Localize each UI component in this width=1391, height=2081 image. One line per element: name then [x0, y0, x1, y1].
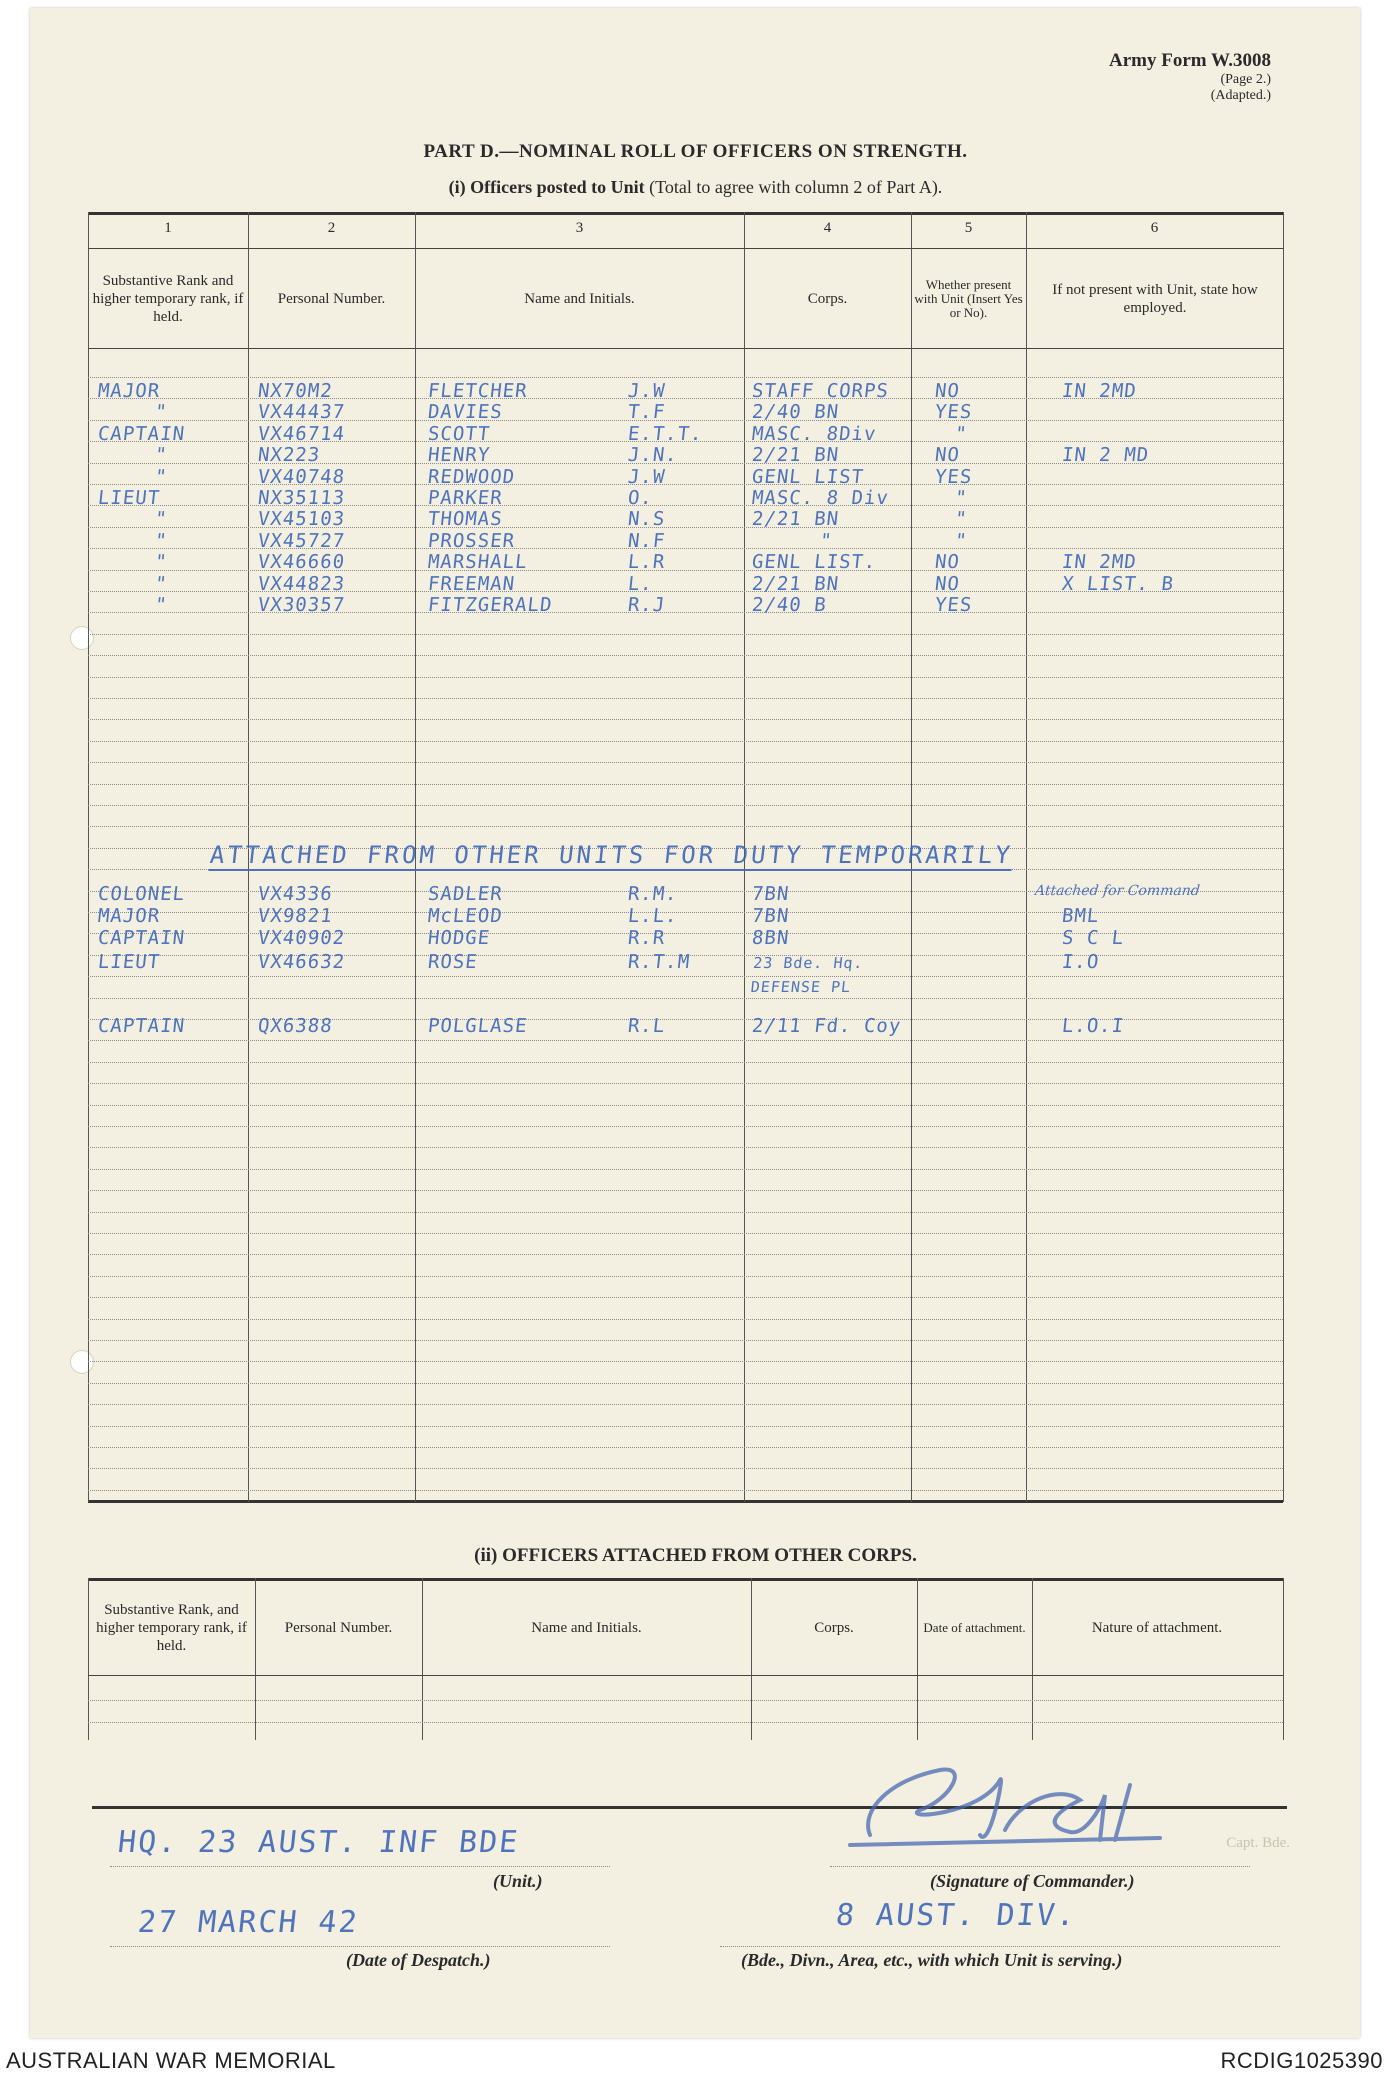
name-cell: DAVIES: [426, 401, 504, 423]
form-name: Army Form W.3008: [1108, 50, 1271, 71]
initials-cell: L.: [626, 573, 655, 595]
attached-name-cell: ROSE: [426, 951, 479, 973]
ruled-line: [88, 805, 1283, 806]
ruled-line: [88, 1147, 1283, 1148]
attached-rank-cell: LIEUT: [96, 951, 162, 973]
name-cell: THOMAS: [426, 508, 504, 530]
corps-cell: 2/21 BN: [750, 573, 841, 595]
corps-cell: MASC. 8Div: [750, 423, 878, 445]
ruled-line: [88, 377, 1283, 378]
s2-divider-1: [255, 1578, 256, 1740]
unit-value: HQ. 23 AUST. INF BDE: [116, 1825, 522, 1860]
punch-hole-bottom: [70, 1350, 94, 1374]
present-cell: ": [953, 530, 969, 552]
col-border-left: [88, 212, 89, 1502]
initials-cell: O.: [626, 487, 655, 509]
attached-name-cell: POLGLASE: [426, 1015, 529, 1037]
ruled-line: [88, 762, 1283, 763]
name-cell: FREEMAN: [426, 573, 517, 595]
table-top-rule: [88, 212, 1283, 215]
attached-heading: ATTACHED FROM OTHER UNITS FOR DUTY TEMPORARILY: [208, 841, 1015, 869]
ruled-line: [88, 1254, 1283, 1255]
rank-cell: ": [153, 573, 169, 595]
attached-employed-cell: S C L: [1060, 927, 1126, 949]
commander-signature: [830, 1740, 1190, 1870]
ruled-line: [88, 1447, 1283, 1448]
attached-employed-cell: BML: [1060, 905, 1101, 927]
footer-reference: RCDIG1025390: [1220, 2048, 1383, 2073]
personal-number-cell: NX70M2: [256, 380, 334, 402]
ruled-line: [88, 1297, 1283, 1298]
header-bottom-rule: [88, 348, 1283, 349]
initials-cell: J.N.: [626, 444, 679, 466]
personal-number-cell: VX40748: [256, 466, 347, 488]
attached-name-cell: HODGE: [426, 927, 492, 949]
header-employed: If not present with Unit, state how employed.: [1052, 282, 1258, 316]
attached-corps-cell: 7BN: [750, 905, 791, 927]
section2-title: (ii) OFFICERS ATTACHED FROM OTHER CORPS.: [474, 1545, 917, 1566]
header-personal-number: Personal Number.: [277, 291, 386, 307]
present-cell: NO: [933, 573, 962, 595]
corps-cell: STAFF CORPS: [750, 380, 890, 402]
ruled-line: [88, 1126, 1283, 1127]
employed-cell: IN 2 MD: [1060, 444, 1151, 466]
attached-corps-cell: 23 Bde. Hq. DEFENSE PL: [749, 954, 865, 996]
corps-cell: GENL LIST: [750, 466, 866, 488]
rank-cell: MAJOR: [96, 380, 162, 402]
s2-header-personal-number: Personal Number.: [284, 1620, 393, 1636]
name-cell: HENRY: [426, 444, 492, 466]
s2-divider-2: [422, 1578, 423, 1740]
attached-rank-cell: CAPTAIN: [96, 1015, 187, 1037]
personal-number-cell: VX44823: [256, 573, 347, 595]
present-cell: ": [953, 423, 969, 445]
attached-employed-cell: Attached for Command: [1034, 883, 1201, 899]
rank-cell: ": [153, 530, 169, 552]
initials-cell: L.R: [626, 551, 667, 573]
corps-cell: 2/40 B: [750, 594, 828, 616]
name-cell: SCOTT: [426, 423, 492, 445]
personal-number-cell: NX223: [256, 444, 322, 466]
s2-divider-5: [1032, 1578, 1033, 1740]
present-cell: NO: [933, 444, 962, 466]
ruled-line: [88, 1404, 1283, 1405]
ruled-line: [88, 1040, 1283, 1041]
form-page: (Page 2.): [1220, 72, 1271, 87]
s2-divider-3: [751, 1578, 752, 1740]
corps-cell: 2/21 BN: [750, 444, 841, 466]
corps-cell: 2/40 BN: [750, 401, 841, 423]
s2-ruled-line: [88, 1700, 1283, 1701]
ruled-line: [88, 1490, 1283, 1491]
attached-number-cell: VX9821: [256, 905, 334, 927]
employed-cell: IN 2MD: [1060, 551, 1138, 573]
ruled-line: [88, 1169, 1283, 1170]
attached-initials-cell: R.T.M: [626, 951, 692, 973]
attached-initials-cell: L.L.: [626, 905, 679, 927]
s2-header-date: Date of attachment.: [923, 1620, 1026, 1635]
rank-cell: ": [153, 401, 169, 423]
table-bottom-rule: [88, 1500, 1283, 1503]
formation-line: [720, 1946, 1280, 1947]
col-border-right: [1283, 212, 1284, 1502]
col-divider-5: [1026, 212, 1027, 1502]
corps-cell: 2/21 BN: [750, 508, 841, 530]
page-subtitle: [0, 177, 1391, 198]
initials-cell: T.F: [626, 401, 667, 423]
rank-cell: LIEUT: [96, 487, 162, 509]
attached-rank-cell: MAJOR: [96, 905, 162, 927]
rank-cell: CAPTAIN: [96, 423, 187, 445]
stamp-text: Capt. Bde.: [1226, 1835, 1290, 1851]
rank-cell: ": [153, 594, 169, 616]
footer-archive: AUSTRALIAN WAR MEMORIAL: [6, 2048, 336, 2073]
ruled-line: [88, 976, 1283, 977]
initials-cell: N.S: [626, 508, 667, 530]
initials-cell: R.J: [626, 594, 667, 616]
header-corps: Corps.: [807, 291, 848, 307]
ruled-line: [88, 1276, 1283, 1277]
personal-number-cell: VX46714: [256, 423, 347, 445]
ruled-line: [88, 719, 1283, 720]
colnum-6: 6: [1150, 220, 1159, 236]
present-cell: YES: [933, 594, 974, 616]
section2-top-rule: [88, 1578, 1283, 1581]
rank-cell: ": [153, 444, 169, 466]
attached-initials-cell: R.L: [626, 1015, 667, 1037]
corps-cell: ": [818, 530, 834, 552]
initials-cell: J.W: [626, 466, 667, 488]
ruled-line: [88, 741, 1283, 742]
employed-cell: X LIST. B: [1060, 573, 1176, 595]
ruled-line: [88, 1083, 1283, 1084]
colnum-5: 5: [964, 220, 973, 236]
s2-header-corps: Corps.: [814, 1620, 854, 1636]
ruled-line: [88, 784, 1283, 785]
ruled-line: [88, 826, 1283, 827]
present-cell: NO: [933, 551, 962, 573]
s2-divider-4: [917, 1578, 918, 1740]
attached-initials-cell: R.M.: [626, 883, 679, 905]
attached-number-cell: VX46632: [256, 951, 347, 973]
present-cell: YES: [933, 401, 974, 423]
s2-ruled-line: [88, 1722, 1283, 1723]
s2-border-left: [88, 1578, 89, 1740]
ruled-line: [88, 1340, 1283, 1341]
rank-cell: ": [153, 551, 169, 573]
colnum-3: 3: [575, 220, 584, 236]
personal-number-cell: VX45103: [256, 508, 347, 530]
ruled-line: [88, 655, 1283, 656]
name-cell: REDWOOD: [426, 466, 517, 488]
form-adapted: (Adapted.): [1210, 88, 1271, 103]
date-value: 27 MARCH 42: [136, 1905, 361, 1940]
name-cell: FITZGERALD: [426, 594, 554, 616]
form-identifier: [1109, 50, 1271, 104]
s2-header-nature: Nature of attachment.: [1091, 1620, 1223, 1636]
present-cell: NO: [933, 380, 962, 402]
ruled-line: [88, 698, 1283, 699]
name-cell: PROSSER: [426, 530, 517, 552]
attached-rank-cell: COLONEL: [96, 883, 187, 905]
formation-value: 8 AUST. DIV.: [834, 1898, 1079, 1933]
colnum-2: 2: [327, 220, 336, 236]
ruled-line: [88, 1105, 1283, 1106]
personal-number-cell: VX44437: [256, 401, 347, 423]
attached-number-cell: VX40902: [256, 927, 347, 949]
s2-header-bottom: [88, 1675, 1283, 1676]
personal-number-cell: VX46660: [256, 551, 347, 573]
ruled-line: [88, 677, 1283, 678]
subtitle-rest: (Total to agree with column 2 of Part A).: [649, 177, 943, 197]
ruled-line: [88, 1361, 1283, 1362]
ruled-line: [88, 1426, 1283, 1427]
attached-rank-cell: CAPTAIN: [96, 927, 187, 949]
rank-cell: ": [153, 466, 169, 488]
rank-cell: ": [153, 508, 169, 530]
initials-cell: J.W: [626, 380, 667, 402]
personal-number-cell: VX45727: [256, 530, 347, 552]
initials-cell: E.T.T.: [626, 423, 704, 445]
ruled-line: [88, 1319, 1283, 1320]
colnum-rule: [88, 248, 1283, 249]
header-rank: Substantive Rank and higher temporary rank, if held.: [92, 273, 244, 325]
personal-number-cell: NX35113: [256, 487, 347, 509]
ruled-line: [88, 1383, 1283, 1384]
unit-line: [110, 1866, 610, 1867]
attached-employed-cell: L.O.I: [1060, 1015, 1126, 1037]
colnum-1: 1: [164, 220, 172, 236]
corps-cell: MASC. 8 Div: [750, 487, 890, 509]
name-cell: MARSHALL: [426, 551, 529, 573]
ruled-line: [88, 1062, 1283, 1063]
attached-initials-cell: R.R: [626, 927, 667, 949]
ruled-line: [88, 998, 1283, 999]
present-cell: YES: [933, 466, 974, 488]
punch-hole-top: [70, 626, 94, 650]
name-cell: PARKER: [426, 487, 504, 509]
header-name: Name and Initials.: [524, 291, 635, 307]
attached-corps-cell: 2/11 Fd. Coy: [750, 1015, 903, 1037]
date-label: (Date of Despatch.): [346, 1950, 491, 1970]
s2-header-rank: Substantive Rank, and higher temporary rank, if held.: [96, 1602, 247, 1654]
signature-line: [830, 1866, 1250, 1867]
attached-number-cell: QX6388: [256, 1015, 334, 1037]
initials-cell: N.F: [626, 530, 667, 552]
page-title: PART D.—NOMINAL ROLL OF OFFICERS ON STRENGTH.: [423, 141, 968, 162]
present-cell: ": [953, 487, 969, 509]
ruled-line: [88, 1233, 1283, 1234]
header-present: Whether present with Unit (Insert Yes or No).: [914, 277, 1023, 320]
present-cell: ": [953, 508, 969, 530]
colnum-4: 4: [823, 220, 832, 236]
attached-corps-cell: 8BN: [750, 927, 791, 949]
personal-number-cell: VX30357: [256, 594, 347, 616]
ruled-line: [88, 634, 1283, 635]
attached-corps-cell: 7BN: [750, 883, 791, 905]
s2-header-name: Name and Initials.: [531, 1620, 642, 1636]
corps-cell: GENL LIST.: [750, 551, 878, 573]
subtitle-lead: (i) Officers posted to Unit: [448, 177, 645, 197]
attached-number-cell: VX4336: [256, 883, 334, 905]
unit-label: (Unit.): [493, 1871, 543, 1891]
attached-name-cell: McLEOD: [426, 905, 504, 927]
ruled-line: [88, 1468, 1283, 1469]
attached-name-cell: SADLER: [426, 883, 504, 905]
s2-border-right: [1283, 1578, 1284, 1740]
ruled-line: [88, 1190, 1283, 1191]
ruled-line: [88, 1212, 1283, 1213]
name-cell: FLETCHER: [426, 380, 529, 402]
attached-employed-cell: I.O: [1060, 951, 1101, 973]
employed-cell: IN 2MD: [1060, 380, 1138, 402]
date-line: [110, 1946, 610, 1947]
formation-label: (Bde., Divn., Area, etc., with which Unit is serving.): [741, 1950, 1123, 1970]
signature-label: (Signature of Commander.): [930, 1871, 1135, 1891]
